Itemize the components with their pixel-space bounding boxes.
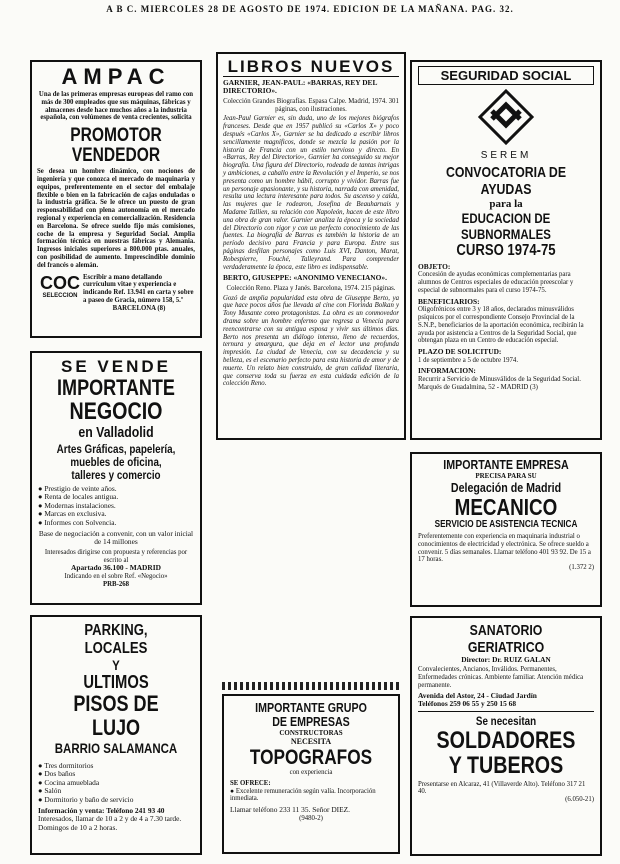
parking-l3: ULTIMOS: [83, 672, 149, 692]
topo-l4: NECESITA: [290, 737, 332, 746]
topo-offer-text: ● Excelente remuneración según valía. Incorporación inmediata.: [230, 788, 392, 804]
seg-l3: EDUCACION DE SUBNORMALES: [461, 210, 551, 242]
parking-item: ● Tres dormitorios: [38, 762, 194, 770]
san-address: Avenida del Astor, 24 - Ciudad Jardín: [418, 690, 537, 700]
sold-l2: SOLDADORES: [436, 726, 576, 754]
sevende-l1: SE VENDE: [61, 357, 171, 376]
mec-l5: SERVICIO DE ASISTENCIA TECNICA: [434, 519, 578, 530]
sold-text: Presentarse en Alcaraz, 41 (Villaverde Alto). Teléfono 317 21 40.: [418, 780, 586, 796]
seg-benef-h: BENEFICIARIOS:: [418, 296, 480, 306]
parking-info2: Interesados, llamar de 10 a 2 y de 4 a 7.30 tarde. Domingos de 10 a 2 horas.: [38, 814, 182, 832]
seg-l4: CURSO 1974-75: [456, 242, 556, 259]
book1-ref: Colección Grandes Biografías. Espasa Calpe. Madrid, 1974. 301 páginas, con ilustraciones.: [223, 97, 399, 113]
mec-l4: MECANICO: [454, 494, 558, 520]
sevende-l5: Artes Gráficas, papelería, muebles de oficina, talleres y comercio: [56, 442, 176, 482]
topo-call: Llamar teléfono 233 11 35. Señor DIEZ.: [230, 805, 350, 815]
topo-l1: IMPORTANTE GRUPO: [255, 700, 367, 715]
coc-logo: COC: [40, 272, 80, 293]
sevende-indic: Indicando en el sobre Ref. «Negocio»: [64, 572, 168, 580]
topo-l2: DE EMPRESAS: [272, 714, 350, 729]
mec-l2: PRECISA PARA SU: [475, 472, 537, 480]
mec-l3: Delegación de Madrid: [450, 480, 562, 495]
seg-title: SEGURIDAD SOCIAL: [418, 66, 594, 85]
parking-item: ● Cocina amueblada: [38, 779, 194, 787]
sevende-bullet: ● Marcas en exclusiva.: [38, 510, 194, 518]
seg-objeto: Concesión de ayudas económicas complementarias para alumnos de Centros especiales de educación preescolar y especial de subnormales para el curso 1974-75.: [418, 271, 574, 294]
ampac-title: AMPAC: [61, 64, 171, 89]
parking-l5: BARRIO SALAMANCA: [54, 740, 178, 756]
sevende-l2: IMPORTANTE: [57, 375, 175, 400]
book2-ref: Colección Reno. Plaza y Janés. Barcelona, 1974. 215 páginas.: [226, 284, 396, 292]
san-title: SANATORIO GERIATRICO: [467, 622, 545, 656]
sold-l1: Se necesitan: [475, 713, 537, 728]
topo-offer: SE OFRECE:: [230, 779, 271, 787]
seguridad-ad: [410, 60, 602, 440]
ampac-intro: Una de las primeras empresas europeas del ramo con más de 300 empleados que sus máquinas, fábricas y almacenes desde hace muchos años a la industria española, con volúmenes de venta crecientes, solicita: [38, 91, 194, 122]
sold-ref: (6.050-21): [565, 796, 594, 804]
ampac-heading: PROMOTOR VENDEDOR: [70, 125, 162, 167]
seg-l1: CONVOCATORIA DE AYUDAS: [445, 164, 567, 198]
parking-l4: PISOS DE LUJO: [73, 691, 159, 740]
page-header: A B C. MIERCOLES 28 DE AGOSTO DE 1974. EDICION DE LA MAÑANA. PAG. 32.: [106, 4, 514, 14]
seg-objeto-h: OBJETO:: [418, 262, 451, 271]
sevende-bullet: ● Renta de locales antigua.: [38, 493, 194, 501]
ampac-ad: [30, 60, 202, 338]
parking-info: Información y venta: Teléfono 241 93 40: [38, 806, 165, 816]
seg-plazo-h: PLAZO DE SOLICITUD:: [418, 347, 502, 357]
ornament-divider: [222, 682, 400, 690]
parking-l2: Y: [112, 657, 120, 673]
sevende-base2: Interesados dirigirse con propuesta y referencias por escrito al: [44, 548, 188, 564]
parking-l1: PARKING, LOCALES: [84, 622, 148, 657]
sevende-apartado: Apartado 36.100 - MADRID: [71, 563, 161, 573]
libros-section: [216, 52, 406, 440]
sevende-bullet: ● Informes con Solvencia.: [38, 519, 194, 527]
ampac-body: Se desea un hombre dinámico, con nociones de ingeniería y que conozca el mercado de maquinaria y equipos, preferentemente en el sector del embalaje flexible o bien en la fabricación de cajas onduladas o la industria gráfica. Se le ofrece un puesto de gran responsabilidad con plena autonomía en el mercado regional y experiencia en comercialización. Residencia en Barcelona. Se ofrece sueldo fijo más comisiones, coche de la empresa y Seguridad Social. Amplia formación técnica en nuestras fábricas y Alemania. Ingresos iniciales superiores a 800.000 ptas. anuales, con posibilidad de aumento. Imprescindible dominio del francés o alemán.: [37, 168, 195, 269]
sevende-bullet: ● Prestigio de veinte años.: [38, 485, 194, 493]
parking-ad: [30, 615, 202, 855]
seg-benef: Oligofrénicos entre 3 y 18 años, declarados minusválidos psíquicos por el correspondiente Consejo Provincial de la S.N.P., beneficiarios de la aportación económica, recibirán la ayuda por asistencia a Centros de la Seguridad Social, que obtengan plaza en un Centro de educación especial.: [418, 306, 584, 345]
serem-logo: [418, 89, 594, 150]
san-director: Director: Dr. RUIZ GALAN: [461, 655, 551, 664]
mec-l1: IMPORTANTE EMPRESA: [443, 457, 569, 472]
book2-title: BERTO, GIUSEPPE: «ANONIMO VENECIANO».: [223, 273, 387, 283]
libros-title: LIBROS NUEVOS: [223, 57, 399, 77]
sold-l3: Y TUBEROS: [448, 751, 564, 779]
sanatorio-ad: [410, 616, 602, 856]
mec-ref: (1.372 2): [569, 564, 594, 572]
topo-l3: CONSTRUCTORAS: [279, 729, 343, 737]
sevende-ad: [30, 351, 202, 605]
topo-l5: TOPOGRAFOS: [249, 746, 373, 769]
parking-item: ● Salón: [38, 787, 194, 795]
mecanico-ad: [410, 452, 602, 607]
seg-info-h: INFORMACION:: [418, 366, 476, 376]
serem-logo-icon: [478, 89, 534, 145]
sevende-l4: en Valladolid: [78, 424, 154, 441]
san-text: Convalecientes, Ancianos, Inválidos. Permanentes, Enfermedades crónicas. Ambiente familiar. Atención médica permanente.: [418, 666, 584, 689]
mec-text: Preferentemente con experiencia en maquinaria industrial o conocimientos de electricidad y electrónica. Se ofrece sueldo a convenir. 5 días semanales. Llamar teléfono 401 93 92. De 15 a 17 horas.: [418, 533, 591, 564]
sevende-l3: NEGOCIO: [69, 398, 163, 425]
book2-text: Gozó de amplia popularidad esta obra de Giuseppe Berto, ya que hace pocos años fue llevada al cine con Florinda Bolkan y Tony Musante como protagonistas. La obra es un conmovedor drama sobre un hombre enfermo que regresa a Venecia para reencontrarse con su antigua esposa y vivir sus últimos días. Berto nos presenta un diálogo intenso, lleno de recuerdos, ternura y amargura, que deja en el lector una profunda impresión. La ciudad de Venecia, con su decadencia y su belleza, es el escenario perfecto para esta historia de amor y de muerte. Un relato bien construido, de gran calidad literaria, que conserva toda su fuerza en esta cuidada edición de la colección Reno.: [223, 294, 399, 388]
sevende-bullet: ● Modernas instalaciones.: [38, 502, 194, 510]
coc-text: Escribir a mano detallando currículum vitae y experiencia e indicando Ref. 13.941 en carta y sobre a paseo de Gracia, número 158, 5.º: [83, 273, 194, 304]
seg-info: Recurrir a Servicio de Minusválidos de la Seguridad Social. Marqués de Guadalmina, 52 - MADRID (3): [418, 375, 581, 391]
topo-ref: (9480-2): [299, 814, 323, 822]
serem-label: SEREM: [480, 150, 532, 161]
topografos-ad: [222, 694, 400, 854]
seg-l2: para la: [489, 198, 523, 210]
san-phones: Teléfonos 259 06 55 y 250 15 68: [418, 699, 517, 709]
parking-item: ● Dos baños: [38, 770, 194, 778]
sevende-base: Base de negociación a convenir, con un valor inicial de 14 millones: [38, 529, 194, 547]
coc-city: BARCELONA (8): [112, 304, 166, 312]
topo-l6: con experiencia: [289, 769, 333, 776]
book1-text: Jean-Paul Garnier es, sin duda, uno de los mejores biógrafos franceses. Desde que en 1957 publicó su «Carlos X» y poco después «Carlos X», Garnier se ha dedicado a escribir libros sencillamente magníficos, donde se mezcla la pasión por la historia de Francia con un estilo nervioso y directo. En «Barras, Rey del Directorio», Garnier ha conseguido su mejor biografía. Una figura del Directorio, rodeada de tantas intrigas y ambiciones, a caballo entre la Revolución y el Imperio, se nos presenta como un hombre hábil, corrupto y vividor. Barras fue un personaje apasionante, y su historia, narrada con amenidad, resulta una lectura interesante para todos. Su ascenso y caída, las mujeres que le rodearon, Josefina de Beauharnais y Madame Tallien, su relación con Napoleón, hacen de este libro una obra de gran valor. Garnier analiza la época y la sociedad del Directorio con rigor y con un perfecto conocimiento de las fuentes. La biografía de Barras es también la historia de un período decisivo para Francia y para Europa. Entre sus páginas desfilan personajes como Luis XVI, Danton, Marat, Robespierre, Fouché, Talleyrand. Para comprender verdaderamente la época, este libro es indispensable.: [223, 115, 399, 271]
parking-item: ● Dormitorio y baño de servicio: [38, 796, 194, 804]
book1-title: GARNIER, JEAN-PAUL: «BARRAS, REY DEL DIRECTORIO».: [223, 78, 377, 96]
sevende-ref: PRB-268: [102, 580, 130, 588]
seg-plazo: 1 de septiembre a 5 de octubre 1974.: [418, 356, 519, 364]
coc-selection: SELECCION: [42, 292, 78, 299]
